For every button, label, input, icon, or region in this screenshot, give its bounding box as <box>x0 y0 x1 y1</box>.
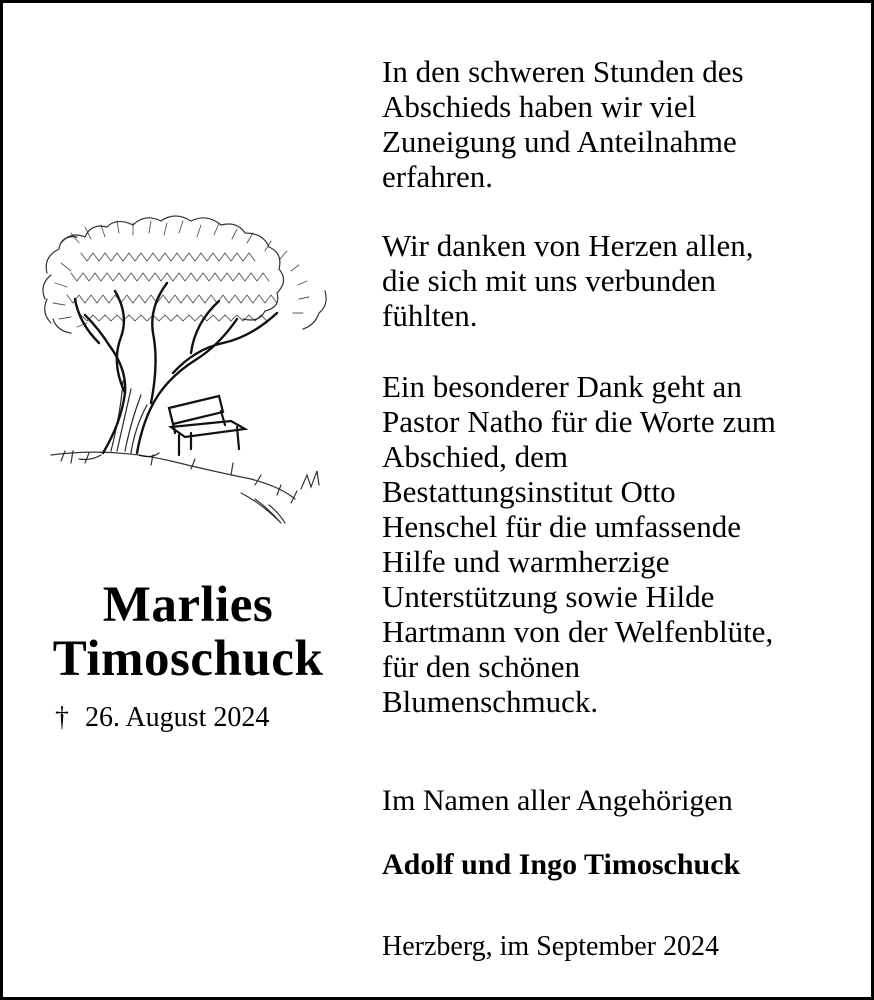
cross-icon: † <box>55 702 69 733</box>
signers: Adolf und Ingo Timoschuck <box>382 848 741 881</box>
text-line: erfahren. <box>382 159 493 194</box>
text-line: Ein besonderer Dank geht an <box>382 369 742 404</box>
text-line: Bestattungsinstitut Otto <box>382 474 676 509</box>
text-line: fühlten. <box>382 298 478 333</box>
paragraph-thanks-sympathy <box>382 54 852 194</box>
deceased-first-name: Marlies <box>102 577 274 633</box>
deceased-last-name: Timoschuck <box>52 631 324 687</box>
death-date-line <box>55 701 269 735</box>
text-line: für den schönen <box>382 649 580 684</box>
text-line: Henschel für die umfassende <box>382 509 741 544</box>
text-line: die sich mit uns verbunden <box>382 263 717 298</box>
text-line: Zuneigung und Anteilnahme <box>382 124 737 159</box>
paragraph-special-thanks <box>382 369 852 719</box>
text-line: Unterstützung sowie Hilde <box>382 579 715 614</box>
paragraph-heartfelt-thanks <box>382 228 852 333</box>
closing-line: Im Namen aller Angehörigen <box>382 784 733 817</box>
text-line: Hartmann von der Welfenblüte, <box>382 614 774 649</box>
tree-with-bench-illustration <box>41 203 341 533</box>
text-line: Wir danken von Herzen allen, <box>382 228 754 263</box>
text-line: Blumenschmuck. <box>382 684 599 719</box>
death-date: 26. August 2024 <box>85 702 270 733</box>
text-line: Abschieds haben wir viel <box>382 89 697 124</box>
text-line: Pastor Natho für die Worte zum <box>382 404 776 439</box>
text-line: Hilfe und warmherzige <box>382 544 670 579</box>
place-date: Herzberg, im September 2024 <box>382 931 719 962</box>
text-line: In den schweren Stunden des <box>382 54 744 89</box>
text-line: Abschied, dem <box>382 439 568 474</box>
